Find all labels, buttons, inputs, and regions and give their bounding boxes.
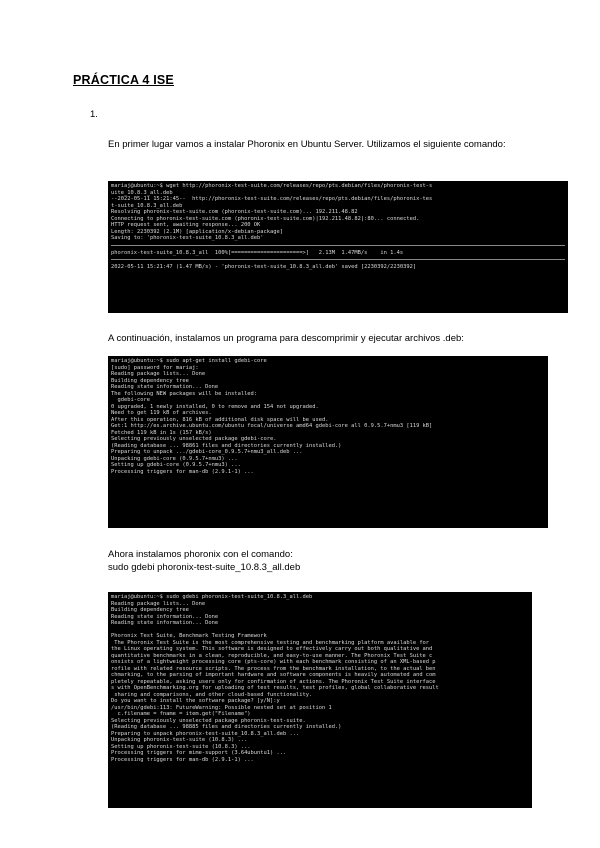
terminal-line: Selecting previously unselected package phoronix-test-suite. — [111, 717, 306, 724]
terminal-line: (Reading database ... 98885 files and directories currently installed.) — [111, 724, 342, 730]
terminal-line: /usr/bin/gdebi:113: FutureWarning: Possible nested set at position 1 — [111, 704, 332, 711]
download-progress: phoronix-test-suite_10.8.3_all 100%[======================>] 2.13M 1.47MB/s in 1.4s — [111, 249, 404, 256]
terminal-line: mariaj@ubuntu:~$ sudo gdebi phoronix-test-suite_10.8.3_all.deb — [111, 594, 313, 600]
terminal-line: Preparing to unpack phoronix-test-suite_10.8.3_all.deb ... — [111, 730, 300, 737]
terminal-line: After this operation, 816 kB of additional disk space will be used. — [111, 416, 329, 423]
terminal-line: Connecting to phoronix-test-suite.com (phoronix-test-suite.com)|192.211.48.82|:80... connected. — [111, 215, 420, 222]
terminal-line: Preparing to unpack .../gdebi-core_0.9.5.7+nmu3_all.deb ... — [111, 449, 303, 455]
terminal-line: rofile with related resource scripts. The process from the benchmark installation, to the actual ben — [111, 665, 436, 672]
terminal-line: mariaj@ubuntu:~$ wget http://phoronix-test-suite.com/releases/repo/pts.debian/files/phoronix-test-s — [111, 183, 433, 189]
terminal-line: t-suite_10.8.3_all.deb — [111, 202, 183, 209]
terminal-line: Phoronix Test Suite, Benchmark Testing Framework — [111, 633, 267, 639]
paragraph-install-gdebi: A continuación, instalamos un programa para descomprimir y ejecutar archivos .deb: — [108, 333, 464, 344]
terminal-line: Reading state information... Done — [111, 384, 219, 390]
terminal-line: Processing triggers for mime-support (3.64ubuntu1) ... — [111, 750, 287, 756]
terminal-output — [111, 594, 529, 763]
terminal-line: quantitative benchmarks in a clean, reproducible, and easy-to-use manner. The Phoronix Test Suite c — [111, 652, 433, 659]
terminal-output — [111, 183, 565, 242]
terminal-line: Do you want to install the software package? [y/N]:y — [111, 698, 280, 704]
terminal-line: The following NEW packages will be installed: — [111, 390, 258, 397]
page-title: PRÁCTICA 4 ISE — [73, 73, 174, 87]
paragraph-install-phoronix: En primer lugar vamos a instalar Phoronix en Ubuntu Server. Utilizamos el siguiente comando: — [108, 139, 506, 150]
terminal-line: Saving to: 'phoronix-test-suite_10.8.3_all.deb' — [111, 235, 264, 241]
terminal-line: --2022-05-11 15:21:45-- http://phoronix-test-suite.com/releases/repo/pts.debian/files/phoronix-tes — [111, 196, 433, 202]
terminal-line: Building dependency tree — [111, 377, 189, 384]
terminal-line: chmarking, to the parsing of important hardware and software components is heavily automated and com — [111, 672, 436, 678]
terminal-line: Reading state information... Done — [111, 620, 219, 626]
terminal-line: Get:1 http://es.archive.ubuntu.com/ubuntu focal/universe amd64 gdebi-core all 0.9.5.7+nmu3 [119 kB] — [111, 423, 433, 429]
terminal-line: Setting up phoronix-test-suite (10.8.3) ... — [111, 743, 251, 750]
terminal-screenshot-gdebi — [108, 356, 548, 528]
terminal-line: Setting up gdebi-core (0.9.5.7+nmu3) ... — [111, 462, 241, 468]
terminal-line: (Reading database ... 98861 files and directories currently installed.) — [111, 442, 342, 449]
terminal-line: 0 upgraded, 1 newly installed, 0 to remove and 154 not upgraded. — [111, 403, 319, 410]
terminal-line: Length: 2230392 (2.1M) [application/x-debian-package] — [111, 228, 284, 235]
terminal-line: the Linux operating system. This software is designed to effectively carry out both qualitative and — [111, 646, 433, 652]
terminal-line: Reading package lists... Done — [111, 600, 206, 607]
terminal-output — [111, 358, 545, 475]
terminal-line: Unpacking phoronix-test-suite (10.8.3) ... — [111, 737, 248, 743]
terminal-line: Fetched 119 kB in 1s (157 kB/s) — [111, 429, 212, 436]
terminal-line: onsists of a lightweight processing core (pts-core) with each benchmark consisting of an XML-based p — [111, 659, 436, 665]
terminal-line: Need to get 119 kB of archives. — [111, 410, 212, 416]
terminal-screenshot-wget — [108, 181, 568, 313]
terminal-line: The Phoronix Test Suite is the most comprehensive testing and benchmarking platform available for — [111, 639, 430, 646]
terminal-line: [sudo] password for mariaj: — [111, 364, 199, 371]
terminal-screenshot-phoronix — [108, 592, 532, 808]
terminal-line: gdebi-core — [111, 397, 150, 403]
paragraph-line: Ahora instalamos phoronix con el comando: — [108, 549, 293, 560]
download-saved: 2022-05-11 15:21:47 (1.47 MB/s) - 'phoronix-test-suite_10.8.3_all.deb' saved [2230392/2230392] — [111, 264, 417, 270]
paragraph-run-gdebi — [108, 548, 548, 574]
terminal-line: mariaj@ubuntu:~$ sudo apt-get install gdebi-core — [111, 358, 267, 364]
terminal-line: Reading package lists... Done — [111, 371, 206, 377]
terminal-line: sharing and comparisons, and other cloud-based functionality. — [111, 691, 313, 698]
terminal-line: Processing triggers for man-db (2.9.1-1) ... — [111, 756, 254, 763]
terminal-line: Processing triggers for man-db (2.9.1-1) ... — [111, 468, 254, 475]
terminal-line: Building dependency tree — [111, 607, 189, 613]
list-number: 1. — [90, 109, 98, 120]
terminal-line: uite_10.8.3_all.deb — [111, 189, 173, 196]
terminal-line: HTTP request sent, awaiting response... 200 OK — [111, 222, 261, 228]
terminal-line: s with OpenBenchmarking.org for uploading of test results, test profiles, global collaborative result — [111, 685, 439, 691]
terminal-line: Resolving phoronix-test-suite.com (phoronix-test-suite.com)... 192.211.48.82 — [111, 209, 358, 215]
terminal-line: Unpacking gdebi-core (0.9.5.7+nmu3) ... — [111, 455, 238, 462]
terminal-line: c.filename = fname = item.get("Filename") — [111, 711, 251, 717]
command-text: sudo gdebi phoronix-test-suite_10.8.3_all.deb — [108, 562, 301, 573]
terminal-line: Selecting previously unselected package gdebi-core. — [111, 436, 277, 442]
terminal-line: Reading state information... Done — [111, 613, 219, 620]
terminal-line: pletely repeatable, asking users only for confirmation of actions. The Phoronix Test Suite interface — [111, 678, 436, 685]
